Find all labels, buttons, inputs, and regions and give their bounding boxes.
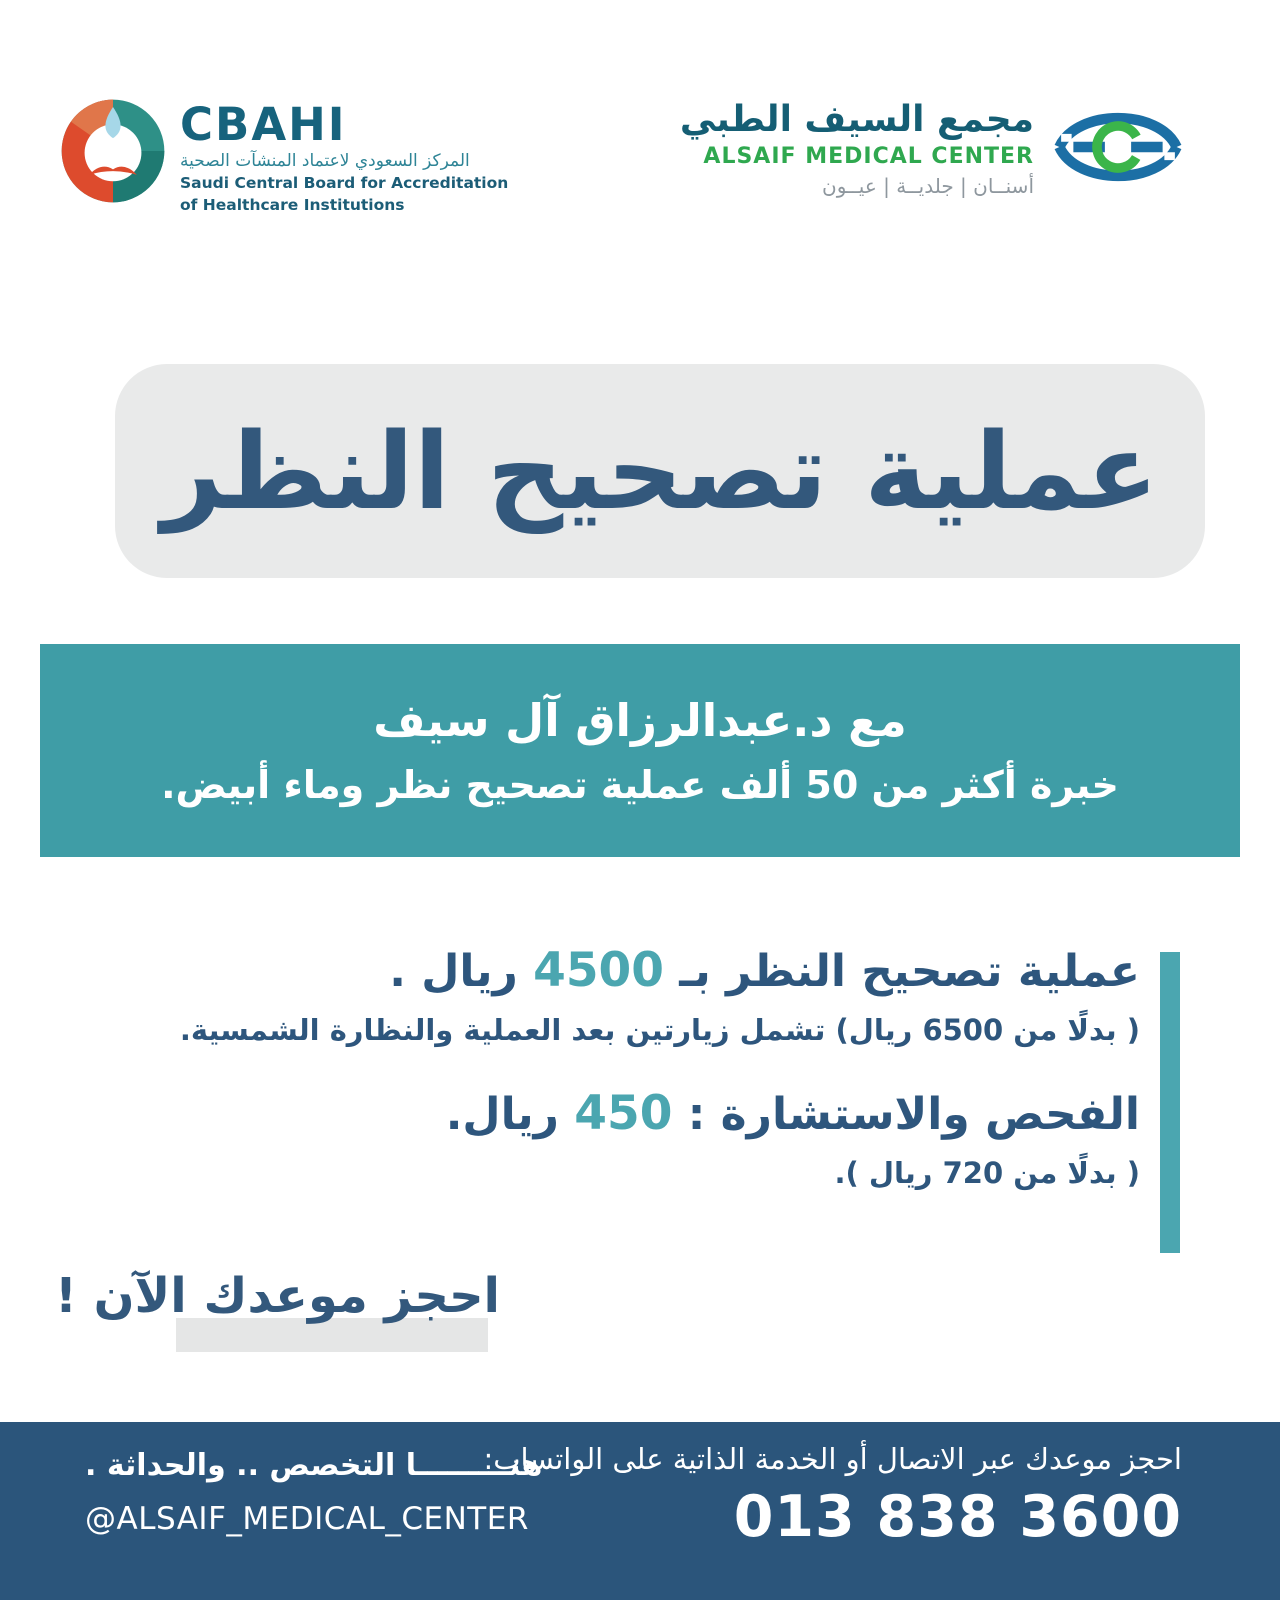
cta-book-now: احجز موعدك الآن ! (54, 1268, 500, 1324)
pricing-accent-bar (1160, 952, 1180, 1253)
cbahi-name-english-1: Saudi Central Board for Accreditation (180, 174, 509, 192)
cbahi-name-arabic: المركز السعودي لاعتماد المنشآت الصحية (180, 151, 470, 171)
doctor-name: مع د.عبدالرزاق آل سيف (373, 694, 907, 747)
price-surgery-value: 4500 (533, 943, 664, 998)
alsaif-name-english: ALSAIF MEDICAL CENTER (703, 143, 1034, 169)
cbahi-name-english-2: of Healthcare Institutions (180, 195, 405, 214)
phone-number[interactable]: 013 838 3600 (733, 1484, 1182, 1550)
doctor-experience: خبرة أكثر من 50 ألف عملية تصحيح نظر وماء أبيض. (161, 763, 1119, 807)
price-exam-note: ( بدلًا من 720 ريال ). (834, 1155, 1140, 1190)
footer (0, 1422, 1280, 1600)
footer-booking-text: احجز موعدك عبر الاتصال أو الخدمة الذاتية على الواتساب: (483, 1442, 1182, 1476)
price-surgery-label: عملية تصحيح النظر بـ (663, 946, 1140, 997)
doctor-banner (40, 644, 1240, 857)
price-exam-label: الفحص والاستشارة : (672, 1088, 1140, 1140)
hero-title-box (115, 364, 1205, 578)
alsaif-name-arabic: مجمع السيف الطبي (679, 99, 1034, 141)
price-item-exam (130, 1085, 1140, 1144)
price-surgery-unit: ريال . (389, 946, 534, 997)
hero-title: عملية تصحيح النظر (161, 409, 1159, 533)
alsaif-eye-icon (1048, 98, 1188, 200)
alsaif-departments: أسنــان | جلديــة | عيــون (822, 173, 1034, 198)
price-item-surgery (130, 942, 1140, 1001)
social-handle[interactable]: @ALSAIF_MEDICAL_CENTER (85, 1501, 529, 1537)
price-surgery-note: ( بدلًا من 6500 ريال) تشمل زيارتين بعد العملية والنظارة الشمسية. (179, 1012, 1140, 1047)
alsaif-logo (680, 98, 1188, 200)
cbahi-acronym: CBAHI (180, 98, 347, 151)
cbahi-emblem-icon (58, 96, 168, 210)
cbahi-logo (58, 96, 508, 214)
footer-tagline: هنـــــــــا التخصص .. والحداثة . (85, 1448, 543, 1483)
price-exam-unit: ريال. (445, 1088, 575, 1140)
pricing-section (130, 942, 1140, 1190)
price-exam-value: 450 (574, 1085, 673, 1141)
